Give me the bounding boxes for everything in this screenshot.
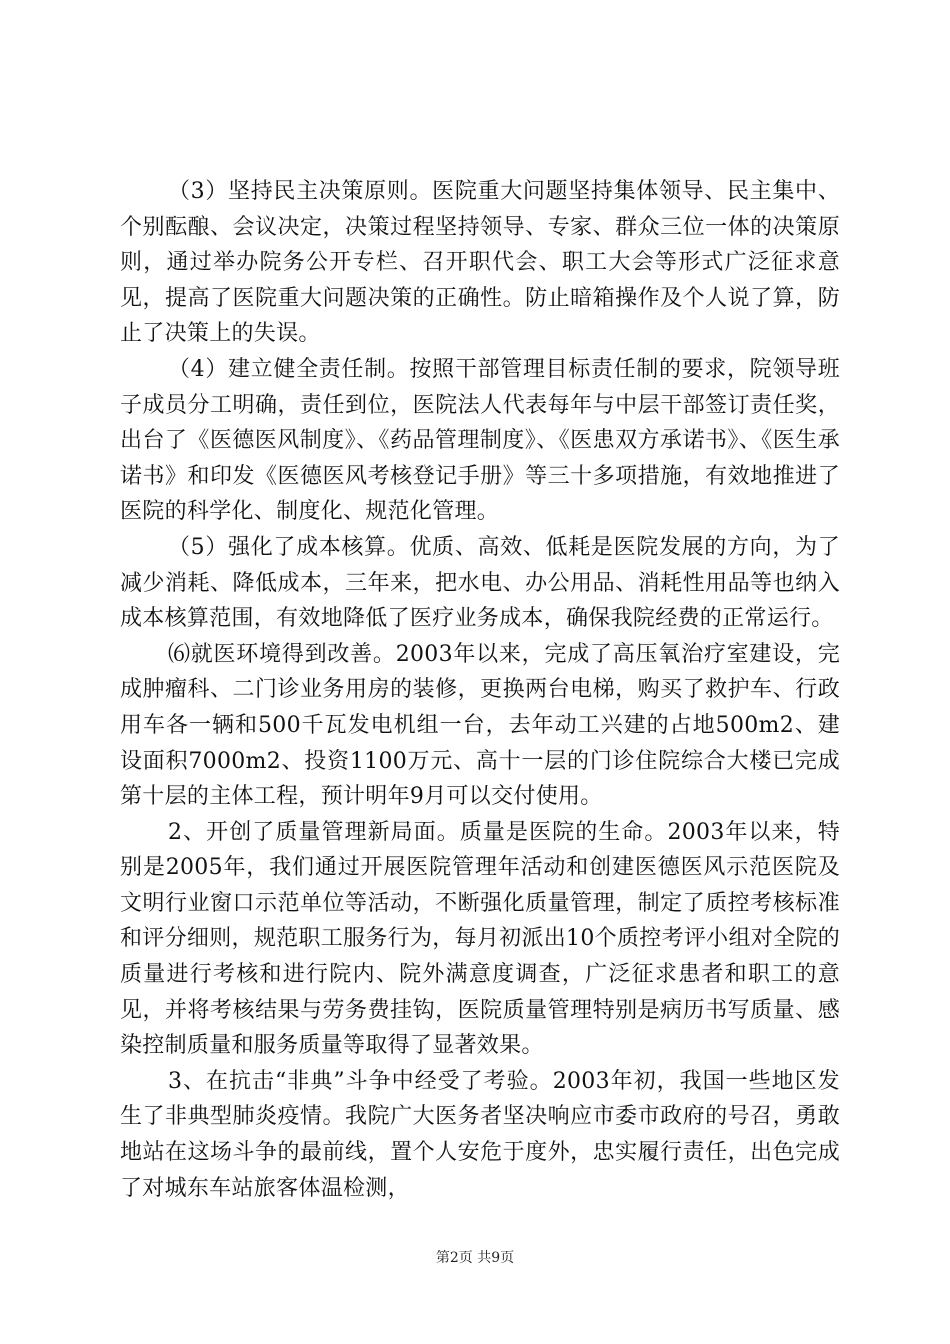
- paragraph-democratic-decision: （3）坚持民主决策原则。医院重大问题坚持集体领导、民主集中、个别酝酿、会议决定，决策过程坚持领导、专家、群众三位一体的决策原则，通过举办院务公开专栏、召开职代会、职工大会等形式广泛征求意见，提高了医院重大问题决策的正确性。防止暗箱操作及个人说了算，防止了决策上的失误。: [120, 179, 840, 347]
- paragraph-quality-management: 2、开创了质量管理新局面。质量是医院的生命。2003年以来，特别是2005年，我们通过开展医院管理年活动和创建医德医风示范医院及文明行业窗口示范单位等活动，不断强化质量管理，制定了质控考核标准和评分细则，规范职工服务行为，每月初派出10个质控考评小组对全院的质量进行考核和进行院内、院外满意度调查，广泛征求患者和职工的意见，并将考核结果与劳务费挂钩，医院质量管理特别是病历书写质量、感染控制质量和服务质量等取得了显著效果。: [120, 819, 840, 1059]
- body-text: [120, 174, 840, 1206]
- paragraph-cost-accounting: （5）强化了成本核算。优质、高效、低耗是医院发展的方向，为了减少消耗、降低成本，三年来，把水电、办公用品、消耗性用品等也纳入成本核算范围，有效地降低了医疗业务成本，确保我院经费的正常运行。: [120, 534, 840, 632]
- page-footer: 第2页 共9页: [435, 1250, 515, 1266]
- paragraph-responsibility-system: （4）建立健全责任制。按照干部管理目标责任制的要求，院领导班子成员分工明确，责任到位，医院法人代表每年与中层干部签订责任奖，出台了《医德医风制度》、《药品管理制度》、《医患双方承诺书》、《医生承诺书》和印发《医德医风考核登记手册》等三十多项措施，有效地推进了医院的科学化、制度化、规范化管理。: [120, 356, 840, 525]
- paragraph-medical-environment: ⑹就医环境得到改善。2003年以来，完成了高压氧治疗室建设，完成肿瘤科、二门诊业务用房的装修，更换两台电梯，购买了救护车、行政用车各一辆和500千瓦发电机组一台，去年动工兴建的占地500m2、建设面积7000m2、投资1100万元、高十一层的门诊住院综合大楼已完成第十层的主体工程，预计明年9月可以交付使用。: [120, 641, 840, 810]
- paragraph-sars-fight: 3、在抗击“非典”斗争中经受了考验。2003年初，我国一些地区发生了非典型肺炎疫情。我院广大医务者坚决响应市委市政府的号召，勇敢地站在这场斗争的最前线，置个人安危于度外，忠实履行责任，出色完成了对城东车站旅客体温检测，: [120, 1068, 840, 1201]
